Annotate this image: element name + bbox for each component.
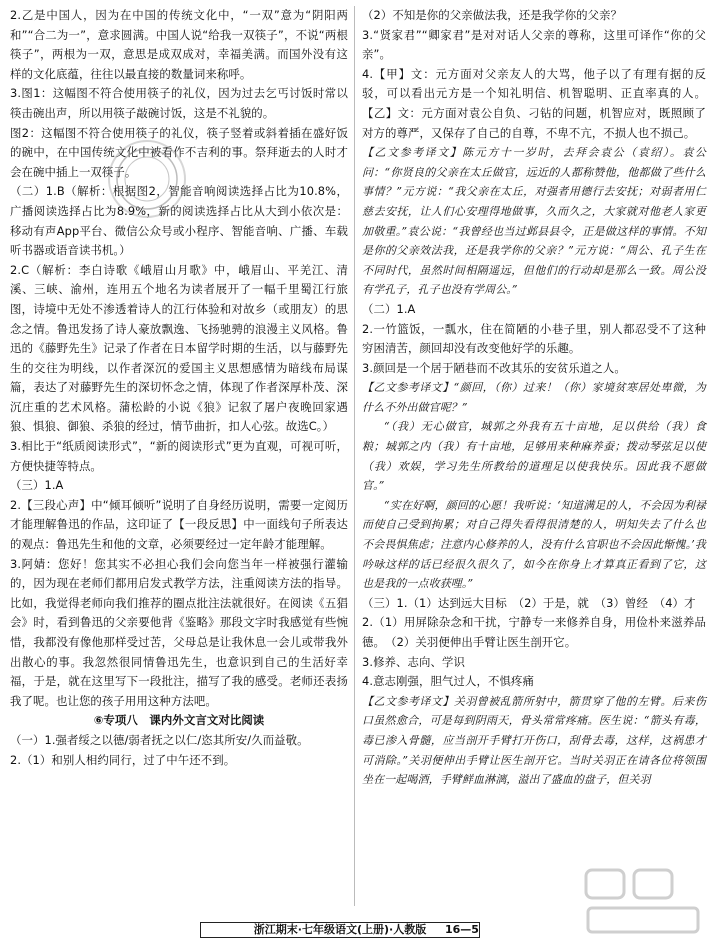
footer-title: 浙江期末·七年级语文(上册)·人教版 bbox=[200, 922, 480, 938]
paragraph: 【乙文参考译文】“颜回，（你）过来！（你）家境贫寒居处卑微，为什么不外出做官呢？” bbox=[362, 381, 706, 414]
paragraph: 2.（1）和别人相约同行，过了中午还不到。 bbox=[10, 752, 236, 767]
paragraph: （一）1.强者绥之以德/弱者抚之以仁/恣其所安/久而益敬。 bbox=[10, 732, 309, 747]
paragraph: 2.【三段心声】中“倾耳倾听”说明了自身经历说明，需要一定阅历才能理解鲁迅的作品，这印证了【一段反思】中一面线句子所表达的观点：鲁迅先生和他的文章，必须要经过一定年龄才能理解。 bbox=[10, 497, 348, 552]
paragraph: （2）不知是你的父亲做法我，还是我学你的父亲？ bbox=[362, 8, 623, 22]
paragraph: （三）1.（1）达到远大目标 （2）于是，就 （3）曾经 （4）才 bbox=[362, 595, 696, 610]
stamp-seal-icon bbox=[108, 140, 186, 218]
right-column bbox=[362, 6, 706, 790]
paragraph: 3.修养、志向、学识 bbox=[362, 654, 465, 669]
paragraph: 【乙文参考译文】关羽曾被乱箭所射中，箭贯穿了他的左臂。后来伤口虽然愈合，可是每到阴雨天，骨头常常疼痛。医生说：“箭头有毒，毒已渗入骨髓，应当剖开手臂打开伤口，刮骨去毒，这样，这祸患才可消除。”关羽便伸出手臂让医生剖开它。当时关羽正在请各位将领围坐在一起喝酒，手臂鲜血淋漓，溢出了盛血的盘子，但关羽 bbox=[362, 694, 706, 787]
page-number: 16—5 bbox=[445, 923, 479, 936]
paragraph: “实在好啊，颜回的心愿！我听说：‘知道满足的人，不会因为利禄而使自己受到拘累；对自己得失看得很清楚的人，明知失去了什么也不会畏惧焦虑；注意内心修养的人，没有什么官职也不会因此惭愧。’我吟咏这样的话已经很久很久了，如今在你身上才算真正看到了它，这也是我的一点收获哩。” bbox=[362, 498, 706, 591]
paragraph: 2.（1）用屏除杂念和干扰，宁静专一来修养自身，用俭朴来滋养品德。 （2）关羽便伸出手臂让医生剖开它。 bbox=[362, 615, 706, 649]
left-column bbox=[10, 6, 348, 770]
paragraph: 3.图1：这幅图不符合使用筷子的礼仪，因为过去乞丐讨饭时常以筷击碗出声，所以用筷子敲碗讨饭，这是不礼貌的。 bbox=[10, 86, 348, 120]
paragraph: 【乙文参考译文】陈元方十一岁时，去拜会袁公（袁绍）。袁公问：“你贤良的父亲在太丘做官，远近的人都称赞他，他都做了些什么事情？”元方说：“我父亲在太丘，对强者用德行去安抚；对弱者用仁慈去安抚，让人们心安理得地做事，久而久之，大家就对他老人家更加敬重。”袁公说：“我曾经也当过邺县县令，正是做这样的事情。不知是你的父亲效法我，还是我学你的父亲？”元方说：“周公、孔子生在不同时代，虽然时间相隔遥远，但他们的行动却是那么一致。周公没有学孔子，孔子也没有学周公。” bbox=[362, 146, 706, 297]
paragraph: 4.意志刚强，胆气过人，不惧疼痛 bbox=[362, 674, 534, 689]
paragraph: 3.“贤家君”“卿家君”是对对话人父亲的尊称，这里可译作“你的父亲”。 bbox=[362, 27, 706, 62]
paragraph: （二）1.A bbox=[362, 301, 416, 316]
paragraph: 3.相比于“纸质阅读形式”，“新的阅读形式”更为直观，可视可听，方便快捷等特点。 bbox=[10, 439, 348, 473]
page-footer bbox=[0, 920, 716, 940]
paragraph: 图2：这幅图不符合使用筷子的礼仪，筷子竖着或斜着插在盛好饭的碗中，在中国传统文化中被看作不吉利的事。祭拜逝去的人时才会在碗中插上一双筷子。 bbox=[10, 125, 348, 179]
paragraph: （三）1.A bbox=[10, 478, 64, 493]
paragraph: 3.颜回是一个居于陋巷而不改其乐的安贫乐道之人。 bbox=[362, 360, 626, 375]
paragraph: 4.【甲】文：元方面对父亲友人的大骂，他子以了有理有据的反驳，可以看出元方是一个知礼明信、机智聪明、正直率真的人。【乙】文：元方面对袁公自负、刁钻的问题，机智应对，既照顾了对方的尊严，又保存了自己的自尊，不卑不亢，不损人也不损己。 bbox=[362, 66, 706, 140]
column-divider bbox=[354, 6, 355, 906]
paragraph: （二）1.B（解析：根据图2，智能音响阅读选择占比为10.8%，广播阅读选择占比为8.9%，新的阅读选择占比从大到小依次是：移动有声App平台、微信公众号或小程序、智能音响、广播、车载听书器或语音读书机。） bbox=[10, 184, 348, 258]
paragraph: 2.乙是中国人，因为在中国的传统文化中，“一双”意为“阴阳两和”“合二为一”，意求圆满。中国人说“给我一双筷子”，不说“两根筷子”，两根为一双，意思是成双成对，幸福美满。而国外没有这样的文化底蕴，往往以最直接的数量词来称呼。 bbox=[10, 8, 348, 81]
paragraph: 3.阿婧：您好！您其实不必担心我们会向您当年一样被强行灌输的，因为现在老师们都用启发式教学方法，注重阅读方法的指导。比如，我觉得老师向我们推荐的圈点批注法就很好。在阅读《五猖会》时，看到鲁迅的父亲要他背《鉴略》那段文字时我感觉有些惋惜，我都没有像他那样受过苦，父母总是让我休息一会儿或带我外出散心的事。我忽然很同情鲁迅先生，也意识到自己的生活好幸福，于是，就在这里写下一段批注，描写了我的感受。老师还表扬我了呢。也让您的孩子用用这种方法吧。 bbox=[10, 556, 348, 708]
paragraph: 2.一竹篮饭，一瓢水，住在简陋的小巷子里，别人都忍受不了这种穷困清苦，颜回却没有改变他好学的乐趣。 bbox=[362, 321, 706, 356]
paragraph: ⑥专项八 课内外文言文对比阅读 bbox=[93, 713, 265, 728]
paragraph: “（我）无心做官，城郭之外我有五十亩地，足以供给（我）食粮；城郭之内（我）有十亩地，足够用来种麻养蚕；拨动琴弦足以使（我）欢娱，学习先生所教给的道理足以使我快乐。因此我不愿做官。” bbox=[362, 420, 706, 493]
paragraph: 2.C（解析：李白诗歌《峨眉山月歌》中，峨眉山、平羌江、清溪、三峡、渝州，连用五个地名为读者展开了一幅千里蜀江行旅图，诗境中无处不渗透着诗人的江行体验和对故乡（或朋友）的思念之情。鲁迅发扬了诗人豪放飘逸、飞扬驰骋的浪漫主义风格。鲁迅的《藤野先生》记录了作者在日本留学时期的生活，以与藤野先生的交往为明线，以作者深沉的爱国主义思想感情为暗线布局谋篇，表达了对藤野先生的深切怀念之情，体现了作者深厚朴茂、深沉庄重的艺术风格。蒲松龄的小说《狼》记叙了屠户夜晚回家遇狼、惧狼、御狼、杀狼的经过，情节曲折，扣人心弦。故选C。） bbox=[10, 262, 348, 434]
